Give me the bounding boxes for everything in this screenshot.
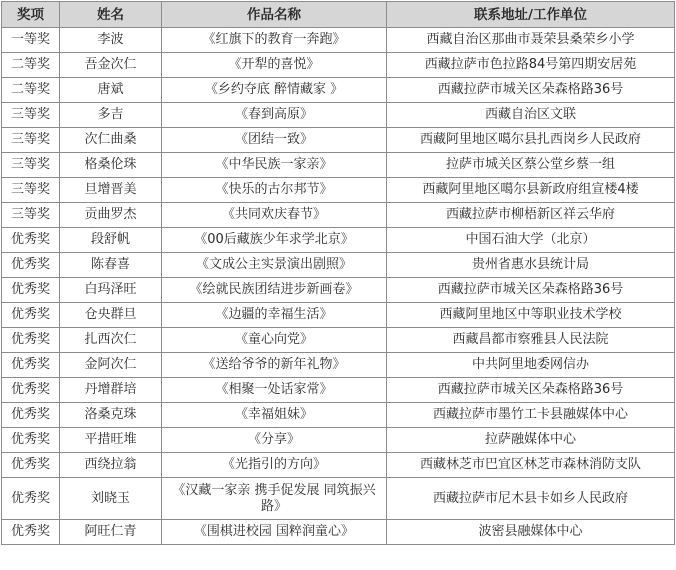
work-cell: 《汉藏一家亲 携手促发展 同筑振兴路》	[162, 478, 387, 520]
award-cell: 三等奖	[2, 103, 60, 128]
award-cell: 优秀奖	[2, 328, 60, 353]
address-cell: 贵州省惠水县统计局	[387, 253, 675, 278]
name-cell: 陈春喜	[60, 253, 162, 278]
header-address: 联系地址/工作单位	[387, 2, 675, 28]
address-cell: 西藏自治区文联	[387, 103, 675, 128]
address-cell: 拉萨市城关区蔡公堂乡蔡一组	[387, 153, 675, 178]
address-cell: 西藏昌都市察雅县人民法院	[387, 328, 675, 353]
table-row	[2, 153, 675, 178]
work-cell: 《文成公主实景演出剧照》	[162, 253, 387, 278]
address-cell: 西藏自治区那曲市聂荣县桑荣乡小学	[387, 28, 675, 53]
name-cell: 西绕拉翁	[60, 453, 162, 478]
address-cell: 西藏阿里地区噶尔县扎西岗乡人民政府	[387, 128, 675, 153]
award-cell: 三等奖	[2, 178, 60, 203]
table-row	[2, 28, 675, 53]
name-cell: 阿旺仁青	[60, 520, 162, 545]
table-row	[2, 78, 675, 103]
table-row	[2, 303, 675, 328]
name-cell: 贡曲罗杰	[60, 203, 162, 228]
address-cell: 西藏阿里地区中等职业技术学校	[387, 303, 675, 328]
name-cell: 仓央群旦	[60, 303, 162, 328]
award-cell: 二等奖	[2, 78, 60, 103]
table-row	[2, 428, 675, 453]
header-award: 奖项	[2, 2, 60, 28]
name-cell: 扎西次仁	[60, 328, 162, 353]
table-row	[2, 328, 675, 353]
table-row	[2, 453, 675, 478]
table-row	[2, 478, 675, 520]
table-row	[2, 228, 675, 253]
address-cell: 西藏拉萨市城关区朵森格路36号	[387, 278, 675, 303]
address-cell: 中共阿里地委网信办	[387, 353, 675, 378]
award-cell: 优秀奖	[2, 253, 60, 278]
name-cell: 段舒帆	[60, 228, 162, 253]
award-cell: 优秀奖	[2, 353, 60, 378]
award-cell: 一等奖	[2, 28, 60, 53]
table-row	[2, 53, 675, 78]
header-work: 作品名称	[162, 2, 387, 28]
name-cell: 丹增群培	[60, 378, 162, 403]
awards-table	[1, 1, 675, 545]
header-name: 姓名	[60, 2, 162, 28]
address-cell: 西藏阿里地区噶尔县新政府组宣楼4楼	[387, 178, 675, 203]
name-cell: 洛桑克珠	[60, 403, 162, 428]
work-cell: 《红旗下的教育一奔跑》	[162, 28, 387, 53]
work-cell: 《开犁的喜悦》	[162, 53, 387, 78]
table-row	[2, 253, 675, 278]
name-cell: 刘晓玉	[60, 478, 162, 520]
table-row	[2, 403, 675, 428]
work-cell: 《00后藏族少年求学北京》	[162, 228, 387, 253]
work-cell: 《分享》	[162, 428, 387, 453]
name-cell: 格桑伦珠	[60, 153, 162, 178]
work-cell: 《光指引的方向》	[162, 453, 387, 478]
work-cell: 《围棋进校园 国粹润童心》	[162, 520, 387, 545]
award-cell: 优秀奖	[2, 303, 60, 328]
work-cell: 《团结一致》	[162, 128, 387, 153]
name-cell: 次仁曲桑	[60, 128, 162, 153]
work-cell: 《乡约夺底 醉情藏家 》	[162, 78, 387, 103]
address-cell: 西藏拉萨市尼木县卡如乡人民政府	[387, 478, 675, 520]
name-cell: 唐斌	[60, 78, 162, 103]
award-cell: 优秀奖	[2, 478, 60, 520]
address-cell: 西藏拉萨市墨竹工卡县融媒体中心	[387, 403, 675, 428]
work-cell: 《绘就民族团结进步新画卷》	[162, 278, 387, 303]
table-row	[2, 353, 675, 378]
work-cell: 《边疆的幸福生活》	[162, 303, 387, 328]
table-row	[2, 203, 675, 228]
award-cell: 优秀奖	[2, 228, 60, 253]
address-cell: 西藏拉萨市色拉路84号第四期安居苑	[387, 53, 675, 78]
award-cell: 三等奖	[2, 128, 60, 153]
award-cell: 优秀奖	[2, 428, 60, 453]
address-cell: 西藏拉萨市城关区朵森格路36号	[387, 378, 675, 403]
name-cell: 多吉	[60, 103, 162, 128]
award-cell: 优秀奖	[2, 403, 60, 428]
name-cell: 平措旺堆	[60, 428, 162, 453]
table-row	[2, 520, 675, 545]
table-row	[2, 103, 675, 128]
work-cell: 《快乐的古尔邦节》	[162, 178, 387, 203]
work-cell: 《中华民族一家亲》	[162, 153, 387, 178]
award-cell: 三等奖	[2, 203, 60, 228]
name-cell: 白玛泽旺	[60, 278, 162, 303]
address-cell: 拉萨融媒体中心	[387, 428, 675, 453]
address-cell: 中国石油大学（北京）	[387, 228, 675, 253]
table-row	[2, 278, 675, 303]
work-cell: 《相聚一处话家常》	[162, 378, 387, 403]
name-cell: 李波	[60, 28, 162, 53]
award-cell: 二等奖	[2, 53, 60, 78]
work-cell: 《春到高原》	[162, 103, 387, 128]
address-cell: 波密县融媒体中心	[387, 520, 675, 545]
work-cell: 《童心向党》	[162, 328, 387, 353]
header-row	[2, 2, 675, 28]
table-row	[2, 178, 675, 203]
award-cell: 优秀奖	[2, 378, 60, 403]
table-row	[2, 378, 675, 403]
name-cell: 吾金次仁	[60, 53, 162, 78]
award-cell: 优秀奖	[2, 453, 60, 478]
awards-table-container	[1, 1, 675, 545]
name-cell: 旦增晋美	[60, 178, 162, 203]
name-cell: 金阿次仁	[60, 353, 162, 378]
address-cell: 西藏林芝市巴宜区林芝市森林消防支队	[387, 453, 675, 478]
work-cell: 《幸福姐妹》	[162, 403, 387, 428]
address-cell: 西藏拉萨市城关区朵森格路36号	[387, 78, 675, 103]
award-cell: 优秀奖	[2, 520, 60, 545]
work-cell: 《共同欢庆春节》	[162, 203, 387, 228]
work-cell: 《送给爷爷的新年礼物》	[162, 353, 387, 378]
table-row	[2, 128, 675, 153]
award-cell: 三等奖	[2, 153, 60, 178]
address-cell: 西藏拉萨市柳梧新区祥云华府	[387, 203, 675, 228]
award-cell: 优秀奖	[2, 278, 60, 303]
